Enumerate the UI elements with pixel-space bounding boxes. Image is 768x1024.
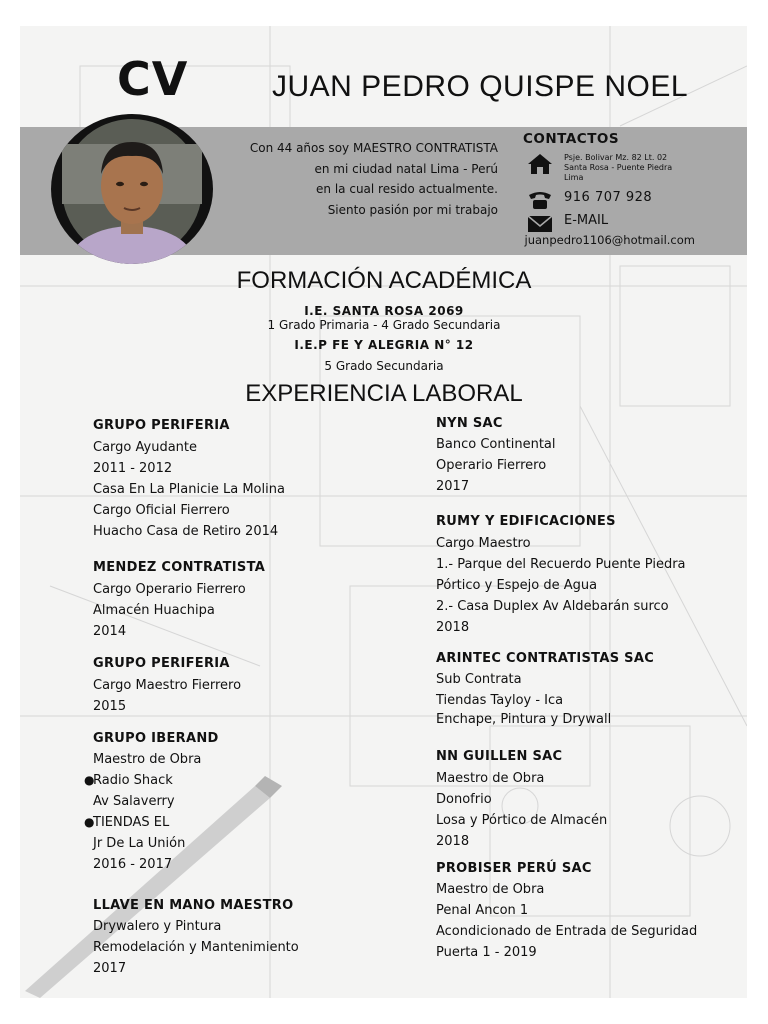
company-name: GRUPO PERIFERIA (93, 656, 230, 671)
education-title: FORMACIÓN ACADÉMICA (236, 267, 532, 294)
school-2-detail: 5 Grado Secundaria (324, 359, 444, 373)
school-1: I.E. SANTA ROSA 2069 (304, 304, 464, 318)
company-name: GRUPO IBERAND (93, 731, 219, 746)
job-line: Cargo Ayudante (93, 440, 197, 455)
job-line: Remodelación y Mantenimiento (93, 940, 299, 955)
intro-line: en la cual resido actualmente. (316, 182, 498, 196)
company-name: NYN SAC (436, 416, 503, 431)
job-line: Av Salaverry (93, 794, 175, 809)
address-line: Santa Rosa - Puente Piedra (564, 163, 673, 172)
school-1-detail: 1 Grado Primaria - 4 Grado Secundaria (267, 318, 501, 332)
home-icon (527, 153, 553, 175)
job-line: Almacén Huachipa (93, 603, 215, 618)
job-line: Maestro de Obra (436, 771, 545, 786)
job-line: Operario Fierrero (436, 458, 547, 473)
job-line: Maestro de Obra (93, 752, 202, 767)
contacts-block (523, 131, 723, 228)
job-line: Sub Contrata (436, 672, 522, 687)
job-line: Jr De La Unión (93, 836, 186, 851)
person-name: JUAN PEDRO QUISPE NOEL (272, 70, 689, 103)
company-name: LLAVE EN MANO MAESTRO (93, 898, 294, 913)
job-line: Casa En La Planicie La Molina (93, 482, 285, 497)
job-line: Donofrio (436, 792, 492, 807)
job-line: Puerta 1 - 2019 (436, 945, 537, 960)
job-line: Acondicionado de Entrada de Seguridad (436, 924, 698, 939)
job-line: Banco Continental (436, 437, 556, 452)
company-name: GRUPO PERIFERIA (93, 418, 230, 433)
phone-icon (527, 189, 553, 211)
job-line: TIENDAS EL (93, 815, 170, 830)
job-line: Cargo Maestro (436, 536, 531, 551)
company-name: PROBISER PERÚ SAC (436, 861, 592, 876)
job-line: 2016 - 2017 (93, 857, 173, 872)
intro-text (220, 138, 498, 220)
intro-line: Con 44 años soy MAESTRO CONTRATISTA (249, 141, 498, 155)
company-name: NN GUILLEN SAC (436, 749, 563, 764)
job-line: Enchape, Pintura y Drywall (436, 712, 612, 727)
email-label: E-MAIL (564, 213, 609, 228)
job-line: 2014 (93, 624, 127, 639)
contacts-title: CONTACTOS (523, 131, 620, 147)
company-name: ARINTEC CONTRATISTAS SAC (436, 651, 655, 666)
email-address[interactable]: juanpedro1106@hotmail.com (524, 233, 695, 247)
job-line: Penal Ancon 1 (436, 903, 529, 918)
job-line: Tiendas Tayloy - Ica (436, 693, 564, 708)
envelope-icon (527, 213, 553, 235)
company-name: RUMY Y EDIFICACIONES (436, 514, 616, 529)
job-line: 2018 (436, 620, 470, 635)
school-2: I.E.P FE Y ALEGRIA N° 12 (294, 338, 474, 352)
job-line: 2015 (93, 699, 127, 714)
job-line: Losa y Pórtico de Almacén (436, 813, 608, 828)
address-line: Lima (564, 173, 584, 182)
job-line: Cargo Maestro Fierrero (93, 678, 242, 693)
bullet-icon: ● (84, 773, 95, 787)
intro-line: en mi ciudad natal Lima - Perú (314, 161, 498, 176)
job-line: Pórtico y Espejo de Agua (436, 578, 598, 593)
company-name: MENDEZ CONTRATISTA (93, 560, 266, 575)
job-line: 1.- Parque del Recuerdo Puente Piedra (436, 557, 686, 572)
job-line: Radio Shack (93, 773, 173, 788)
job-line: 2.- Casa Duplex Av Aldebarán surco (436, 599, 669, 614)
job-line: Cargo Operario Fierrero (93, 582, 246, 597)
job-line: Huacho Casa de Retiro 2014 (93, 524, 279, 539)
bullet-icon: ● (84, 815, 95, 829)
job-line: Drywalero y Pintura (93, 919, 222, 934)
job-line: 2011 - 2012 (93, 461, 173, 476)
intro-line: Siento pasión por mi trabajo (327, 202, 498, 217)
job-line: 2018 (436, 834, 470, 849)
address-line: Psje. Bolivar Mz. 82 Lt. 02 (564, 153, 668, 162)
cv-heading: CV (117, 52, 189, 106)
phone-number: 916 707 928 (564, 190, 653, 205)
address-text (564, 153, 734, 183)
job-line: Maestro de Obra (436, 882, 545, 897)
experience-title: EXPERIENCIA LABORAL (245, 380, 523, 407)
job-line: 2017 (93, 961, 127, 976)
job-line: 2017 (436, 479, 470, 494)
profile-photo (51, 114, 213, 264)
job-line: Cargo Oficial Fierrero (93, 503, 230, 518)
